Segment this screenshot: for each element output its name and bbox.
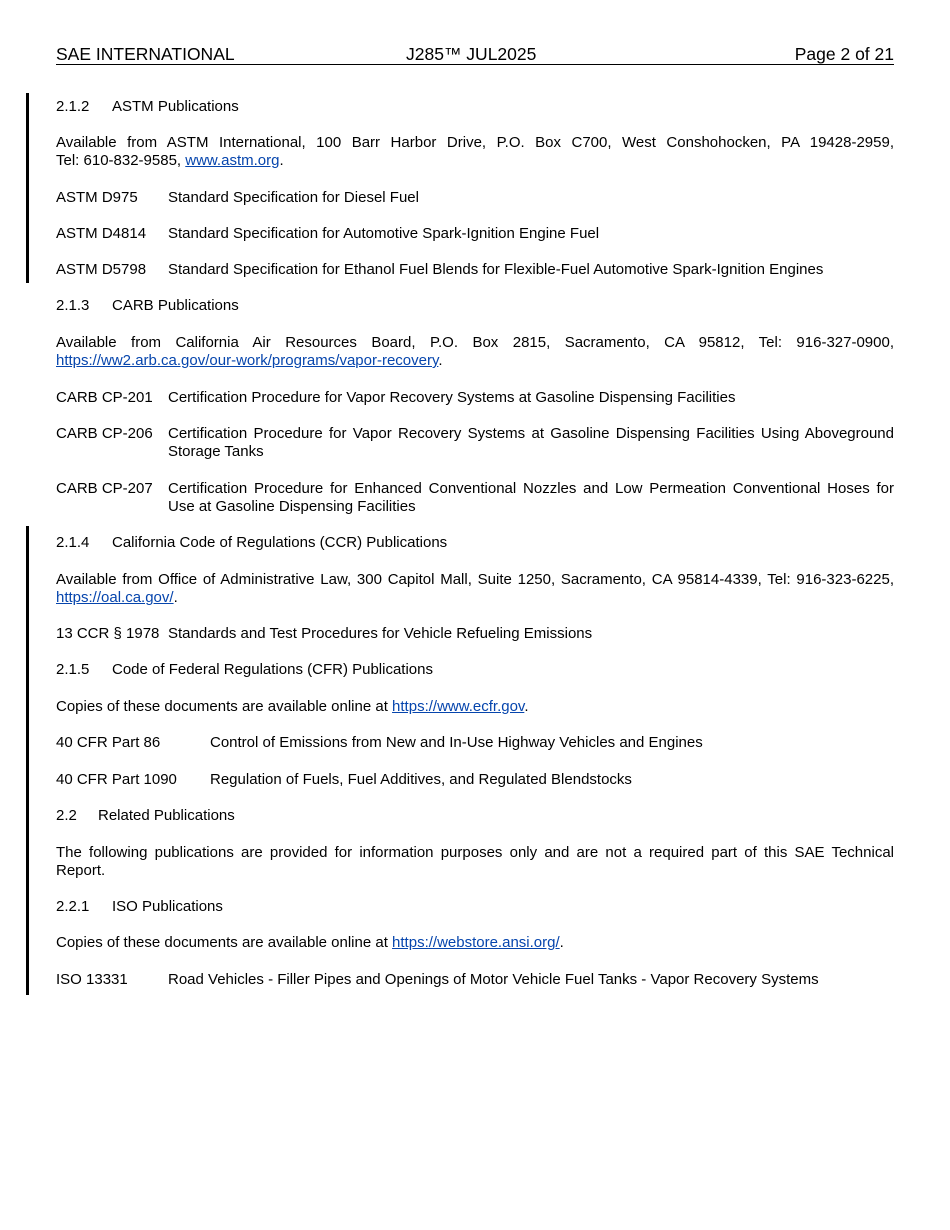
ref-id: 40 CFR Part 1090 <box>56 771 177 788</box>
ref-id: 13 CCR § 1978 <box>56 625 160 642</box>
ref-desc: Certification Procedure for Enhanced Conventional Nozzles and Low Permeation Conventional Hoses for <box>168 480 894 497</box>
ccr-link[interactable]: https://oal.ca.gov/ <box>56 589 174 606</box>
astm-availability-line2: Tel: 610-832-9585, www.astm.org. <box>56 152 284 169</box>
related-text-line2: Report. <box>56 862 106 879</box>
related-text-line1: The following publications are provided for information purposes only and are not a required part of this SAE Technical <box>56 844 894 861</box>
section-number: 2.2 <box>56 807 77 824</box>
ref-id: ASTM D4814 <box>56 225 147 242</box>
section-title: ASTM Publications <box>112 98 239 115</box>
ref-desc: Certification Procedure for Vapor Recovery Systems at Gasoline Dispensing Facilities <box>168 389 736 406</box>
ref-desc: Standard Specification for Diesel Fuel <box>168 189 419 206</box>
ref-id: CARB CP-206 <box>56 425 153 442</box>
ref-desc: Standard Specification for Ethanol Fuel Blends for Flexible-Fuel Automotive Spark-Ignition Engines <box>168 261 824 278</box>
header-doc-id: J285™ JUL2025 <box>406 44 537 64</box>
carb-availability-line2: https://ww2.arb.ca.gov/our-work/programs/vapor-recovery. <box>56 352 443 369</box>
ref-desc-cont: Use at Gasoline Dispensing Facilities <box>168 498 416 515</box>
cfr-availability: Copies of these documents are available online at https://www.ecfr.gov. <box>56 698 529 715</box>
ref-id: 40 CFR Part 86 <box>56 734 161 751</box>
cfr-link[interactable]: https://www.ecfr.gov <box>392 698 525 715</box>
ccr-availability-line2: https://oal.ca.gov/. <box>56 589 178 606</box>
astm-link[interactable]: www.astm.org <box>185 152 280 169</box>
section-number: 2.1.5 <box>56 661 90 678</box>
header-org: SAE INTERNATIONAL <box>56 44 235 64</box>
section-title: ISO Publications <box>112 898 223 915</box>
ref-desc: Certification Procedure for Vapor Recovery Systems at Gasoline Dispensing Facilities Using Aboveground <box>168 425 894 442</box>
section-number: 2.2.1 <box>56 898 90 915</box>
page-header <box>56 44 894 65</box>
section-title: Related Publications <box>98 807 235 824</box>
header-page-number: Page 2 of 21 <box>794 44 894 64</box>
iso-link[interactable]: https://webstore.ansi.org/ <box>392 934 560 951</box>
astm-availability-line1: Available from ASTM International, 100 Barr Harbor Drive, P.O. Box C700, West Conshohocken, PA 19428-2959, <box>56 134 894 151</box>
change-bar <box>26 93 29 283</box>
ref-desc: Standard Specification for Automotive Spark-Ignition Engine Fuel <box>168 225 600 242</box>
section-number: 2.1.2 <box>56 98 90 115</box>
section-number: 2.1.3 <box>56 297 90 314</box>
ref-desc: Control of Emissions from New and In-Use Highway Vehicles and Engines <box>210 734 703 751</box>
section-number: 2.1.4 <box>56 534 90 551</box>
section-title: Code of Federal Regulations (CFR) Publications <box>112 661 433 678</box>
section-title: CARB Publications <box>112 297 239 314</box>
ref-id: ISO 13331 <box>56 971 128 988</box>
ref-desc: Regulation of Fuels, Fuel Additives, and Regulated Blendstocks <box>210 771 632 788</box>
section-title: California Code of Regulations (CCR) Publications <box>112 534 448 551</box>
ref-id: ASTM D975 <box>56 189 138 206</box>
carb-link[interactable]: https://ww2.arb.ca.gov/our-work/programs/vapor-recovery <box>56 352 439 369</box>
ref-desc-cont: Storage Tanks <box>168 443 264 460</box>
ccr-availability-line1: Available from Office of Administrative Law, 300 Capitol Mall, Suite 1250, Sacramento, CA 95814-4339, Tel: 916-323-6225, <box>56 571 894 588</box>
ref-id: CARB CP-207 <box>56 480 153 497</box>
carb-availability-line1: Available from California Air Resources Board, P.O. Box 2815, Sacramento, CA 95812, Tel: 916-327-0900, <box>56 334 894 351</box>
ref-id: CARB CP-201 <box>56 389 153 406</box>
iso-availability: Copies of these documents are available online at https://webstore.ansi.org/. <box>56 934 564 951</box>
ref-desc: Road Vehicles - Filler Pipes and Openings of Motor Vehicle Fuel Tanks - Vapor Recovery Systems <box>168 971 819 988</box>
ref-desc: Standards and Test Procedures for Vehicle Refueling Emissions <box>168 625 593 642</box>
ref-id: ASTM D5798 <box>56 261 147 278</box>
change-bar <box>26 526 29 995</box>
